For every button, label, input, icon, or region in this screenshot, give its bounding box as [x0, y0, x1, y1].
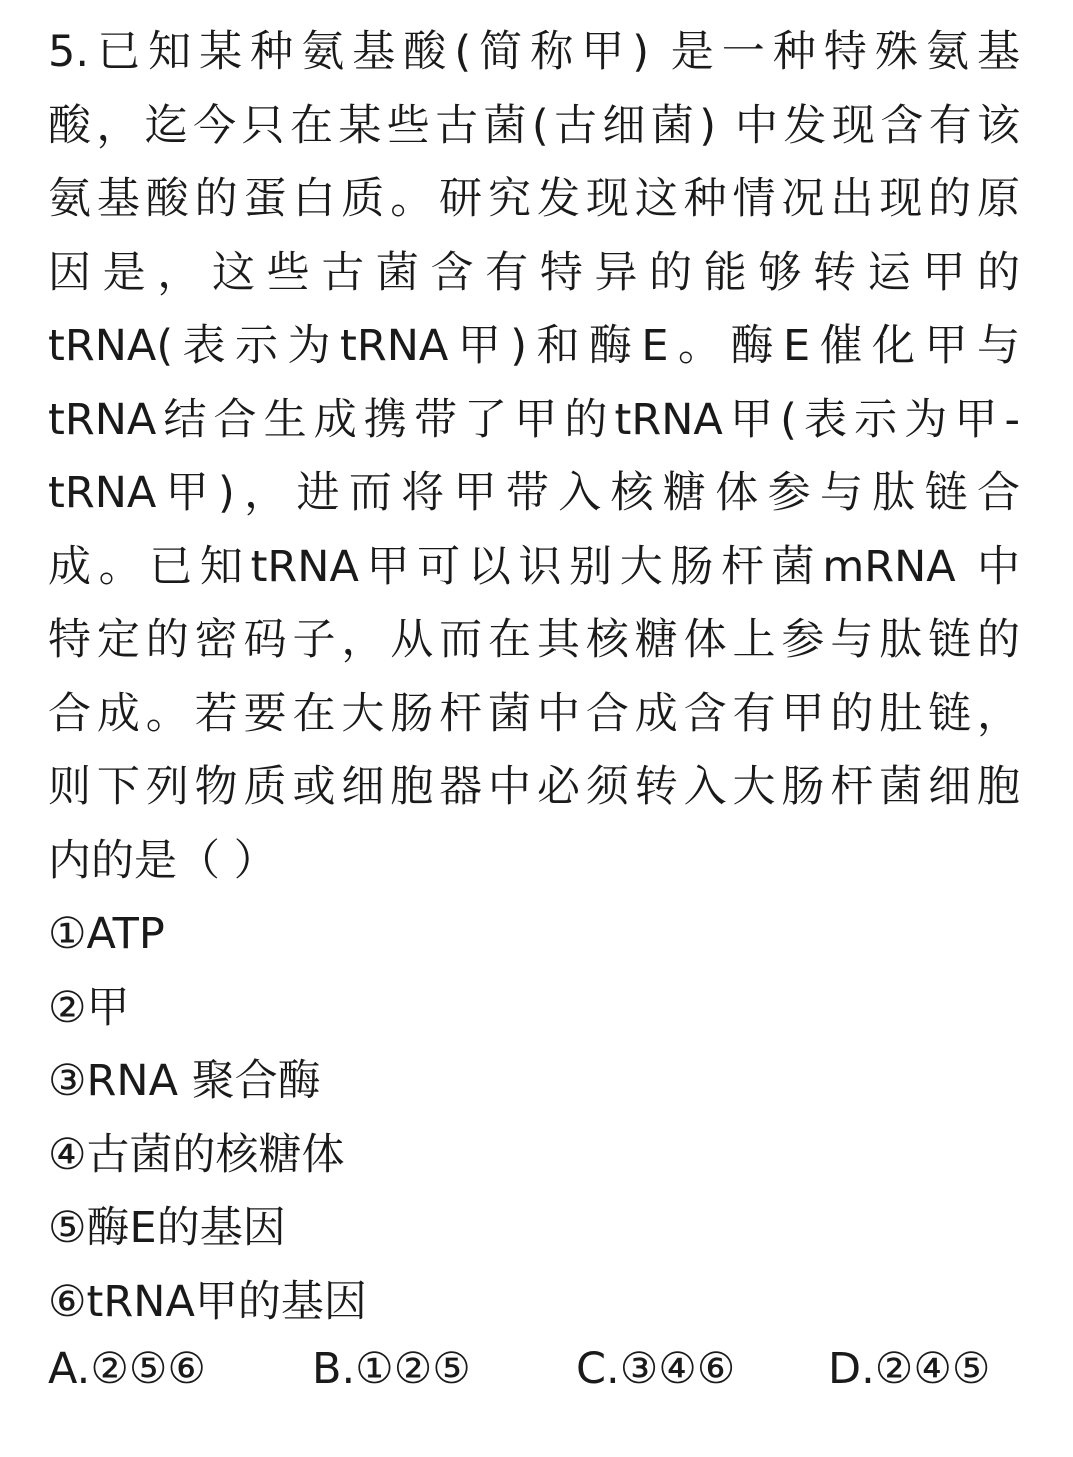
option-item-6: ⑥tRNA甲的基因	[48, 1276, 367, 1327]
question-stem-line-8: 成。已知tRNA甲可以识别大肠杆菌mRNA 中	[48, 541, 1020, 592]
option-item-2: ②甲	[48, 982, 130, 1033]
answer-choice-b[interactable]: B.①②⑤	[312, 1344, 471, 1394]
answer-choices	[48, 1332, 1038, 1406]
question-block	[48, 16, 1020, 1339]
question-stem-line-2: 酸，迄今只在某些古菌(古细菌) 中发现含有该	[48, 100, 1020, 151]
answer-choice-d[interactable]: D.②④⑤	[828, 1344, 991, 1394]
option-item-3: ③RNA 聚合酶	[48, 1056, 321, 1106]
question-stem-line-6: tRNA结合生成携带了甲的tRNA甲(表示为甲-	[48, 394, 1020, 445]
option-item-5: ⑤酶E的基因	[48, 1203, 286, 1253]
question-stem-line-10: 合成。若要在大肠杆菌中合成含有甲的肚链，	[48, 688, 1020, 739]
question-stem-line-7: tRNA甲)，进而将甲带入核糖体参与肽链合	[48, 468, 1020, 518]
question-stem-line-4: 因是，这些古菌含有特异的能够转运甲的	[48, 247, 1020, 298]
answer-choice-c[interactable]: C.③④⑥	[576, 1344, 736, 1394]
question-stem-line-5: tRNA(表示为tRNA甲)和酶E。酶E催化甲与	[48, 321, 1020, 371]
answer-choice-a[interactable]: A.②⑤⑥	[48, 1344, 206, 1394]
option-item-4: ④古菌的核糖体	[48, 1129, 345, 1180]
question-stem-line-3: 氨基酸的蛋白质。研究发现这种情况出现的原	[48, 174, 1020, 224]
question-stem-line-12: 内的是（ ）	[48, 835, 277, 886]
question-stem-line-11: 则下列物质或细胞器中必须转入大肠杆菌细胞	[48, 762, 1020, 812]
question-stem-line-9: 特定的密码子，从而在其核糖体上参与肽链的	[48, 615, 1020, 665]
option-item-1: ①ATP	[48, 909, 165, 959]
question-stem-line-1: 5.已知某种氨基酸(简称甲) 是一种特殊氨基	[48, 27, 1020, 77]
